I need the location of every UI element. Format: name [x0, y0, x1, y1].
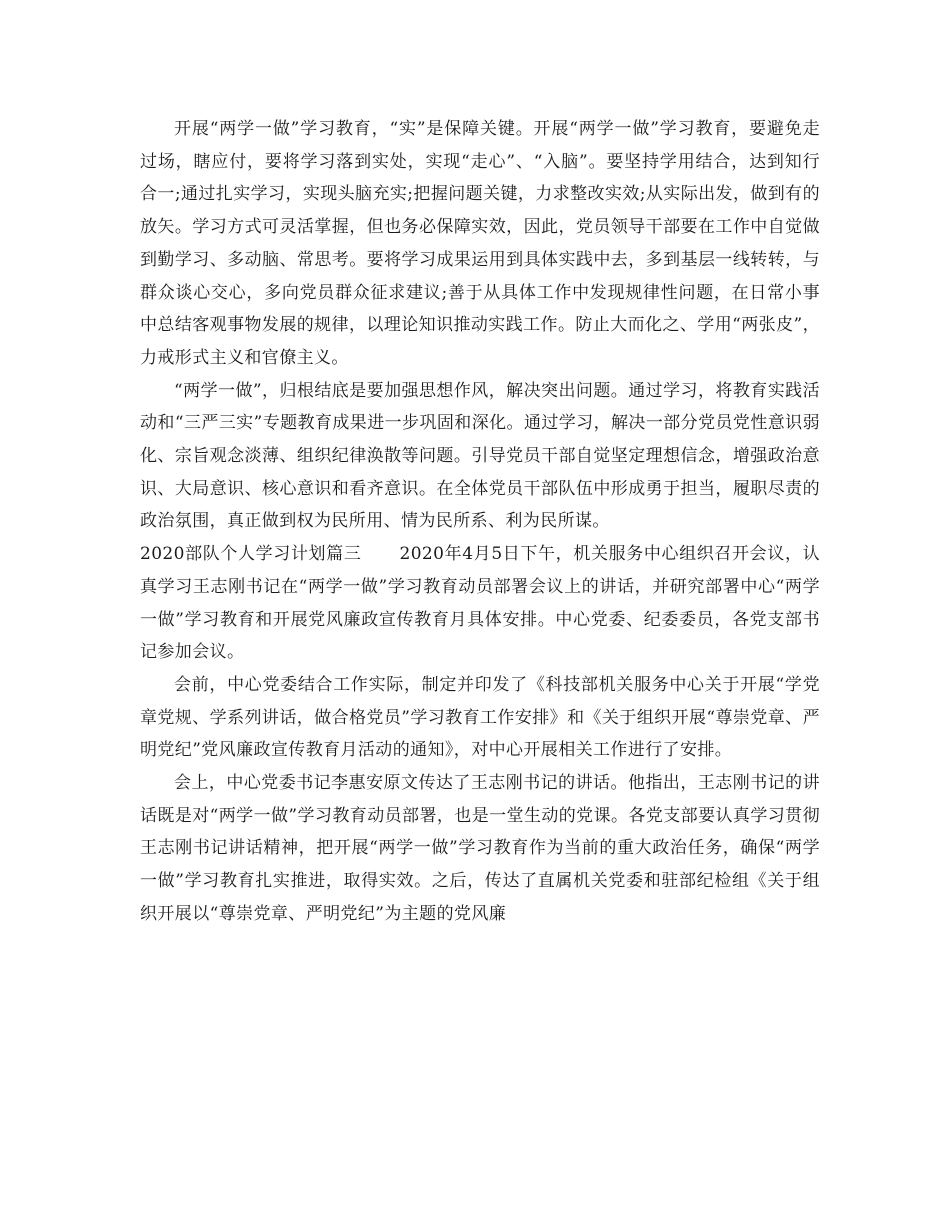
paragraph-5: 会上，中心党委书记李惠安原文传达了王志刚书记的讲话。他指出，王志刚书记的讲话既是对“两学一做”学习教育动员部署，也是一堂生动的党课。各党支部要认真学习贯彻王志刚书记讲话精神，把开展“两学一做”学习教育作为当前的重大政治任务，确保“两学一做”学习教育扎实推进，取得实效。之后，传达了直属机关党委和驻部纪检组《关于组织开展以“尊崇党章、严明党纪”为主题的党风廉 — [140, 773, 820, 924]
section-heading: 2020部队个人学习计划篇三 — [140, 544, 362, 565]
paragraph-3 — [140, 538, 820, 669]
paragraph-4: 会前，中心党委结合工作实际，制定并印发了《科技部机关服务中心关于开展“学党章党规、学系列讲话，做合格党员”学习教育工作安排》和《关于组织开展“尊崇党章、严明党纪”党风廉政宣传教育月活动的通知》，对中心开展相关工作进行了安排。 — [140, 674, 820, 761]
document-body — [140, 113, 820, 931]
paragraph-3-text: 2020年4月5日下午，机关服务中心组织召开会议，认真学习王志刚书记在“两学一做”学习教育动员部署会议上的讲话，并研究部署中心“两学一做”学习教育和开展党风廉政宣传教育月具体安排。中心党委、纪委委员，各党支部书记参加会议。 — [140, 544, 820, 663]
paragraph-2: “两学一做”，归根结底是要加强思想作风，解决突出问题。通过学习，将教育实践活动和“三严三实”专题教育成果进一步巩固和深化。通过学习，解决一部分党员党性意识弱化、宗旨观念淡薄、组织纪律涣散等问题。引导党员干部自觉坚定理想信念，增强政治意识、大局意识、核心意识和看齐意识。在全体党员干部队伍中形成勇于担当，履职尽责的政治氛围，真正做到权为民所用、情为民所系、利为民所谋。 — [140, 380, 820, 532]
paragraph-1: 开展“两学一做”学习教育，“实”是保障关键。开展“两学一做”学习教育，要避免走过场，瞎应付，要将学习落到实处，实现“走心”、“入脑”。要坚持学用结合，达到知行合一;通过扎实学习，实现头脑充实;把握问题关键，力求整改实效;从实际出发，做到有的放矢。学习方式可灵活掌握，但也务必保障实效，因此，党员领导干部要在工作中自觉做到勤学习、多动脑、常思考。要将学习成果运用到具体实践中去，多到基层一线转转，与群众谈心交心，多向党员群众征求建议;善于从具体工作中发现规律性问题，在日常小事中总结客观事物发展的规律，以理论知识推动实践工作。防止大而化之、学用“两张皮”，力戒形式主义和官僚主义。 — [140, 119, 820, 368]
